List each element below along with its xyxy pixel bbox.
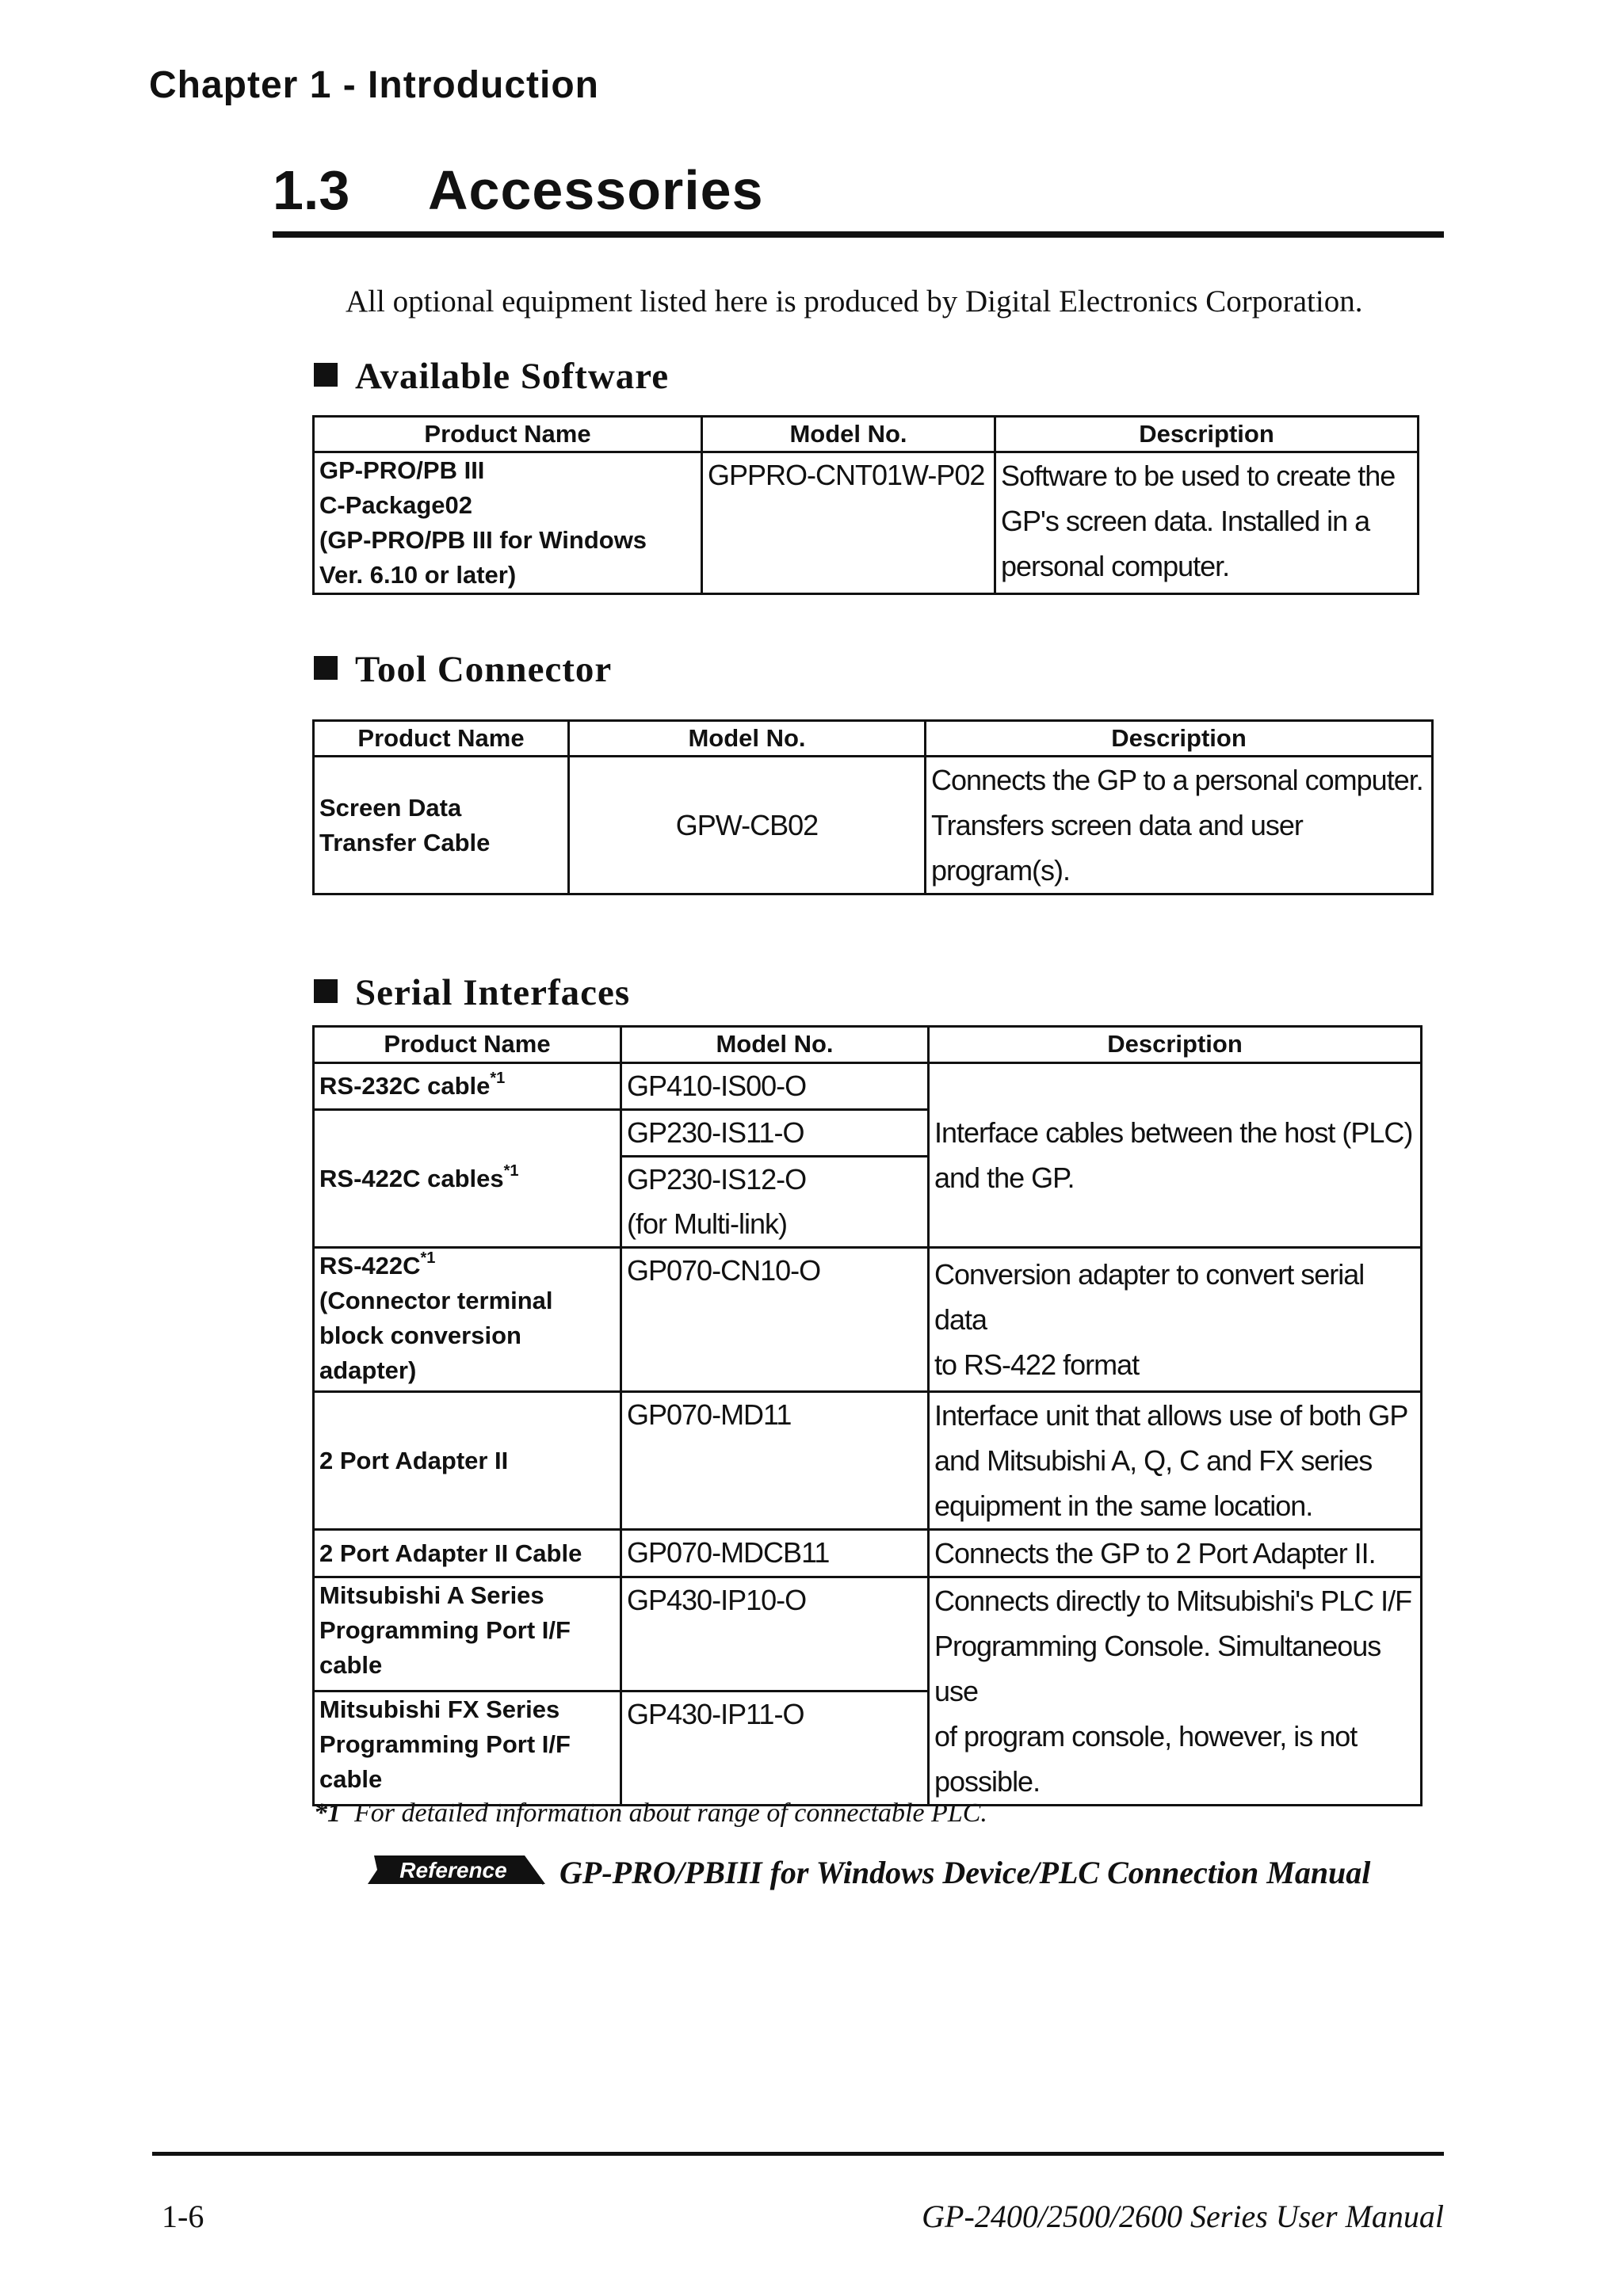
section-title: Accessories [428,159,764,221]
square-bullet-icon [314,363,338,387]
table-row [314,757,1433,894]
table-row [314,1577,1422,1691]
serial-heading [314,971,630,1014]
model-no-cell: GP230-IS11-O [621,1110,929,1157]
model-no-cell: GP070-MDCB11 [621,1530,929,1577]
product-name-cell: Mitsubishi A Series Programming Port I/F cable [314,1577,621,1691]
product-name-cell: RS-232C cable$^{*1}$ [314,1063,621,1110]
description-cell: Connects directly to Mitsubishi's PLC I/F Programming Console. Simultaneous use of program console, however, is not possible. [929,1577,1422,1806]
footnote [314,1798,987,1829]
description-cell: Conversion adapter to convert serial data to RS-422 format [929,1248,1422,1392]
model-no-cell: GP070-CN10-O [621,1248,929,1392]
tool-heading [314,648,612,691]
model-no-cell: GP070-MD11 [621,1392,929,1530]
square-bullet-icon [314,979,338,1003]
software-heading-text: Available Software [355,356,670,397]
product-name-cell: RS-422C cables$^{*1}$ [314,1110,621,1248]
intro-text: All optional equipment listed here is produced by Digital Electronics Corporation. [346,284,1363,318]
product-name-cell: $RS-422C^{*1}$ (Connector terminal block conversion adapter) [314,1248,621,1392]
table-row [314,1248,1422,1392]
product-name-cell: Mitsubishi FX Series Programming Port I/F cable [314,1691,621,1806]
software-table [312,415,1419,595]
model-no-cell: GPPRO-CNT01W-P02 [702,452,995,594]
description-cell: Connects the GP to a personal computer. Transfers screen data and user program(s). [926,757,1433,894]
tool-heading-text: Tool Connector [355,649,613,690]
tool-table [312,719,1434,895]
page-number: 1-6 [162,2199,204,2234]
section-number: 1.3 [273,159,350,221]
description-cell: Software to be used to create the GP's screen data. Installed in a personal computer. [995,452,1419,594]
footnote-text: For detailed information about range of connectable PLC. [354,1798,987,1828]
description-cell: Interface cables between the host (PLC) and the GP. [929,1063,1422,1248]
table-row [314,452,1419,594]
model-no-cell: GP430-IP11-O [621,1691,929,1806]
product-name-cell: 2 Port Adapter II Cable [314,1530,621,1577]
model-no-cell: GP430-IP10-O [621,1577,929,1691]
software-heading [314,355,669,398]
footer-rule [152,2152,1444,2156]
reference-badge-label: Reference [399,1858,507,1882]
product-name-cell: Screen Data Transfer Cable [314,757,569,894]
model-no-cell: GPW-CB02 [569,757,926,894]
col-description: Description [995,417,1419,452]
serial-heading-text: Serial Interfaces [355,972,631,1013]
product-name-cell: GP-PRO/PB III C-Package02 (GP-PRO/PB III for Windows Ver. 6.10 or later) [314,452,702,594]
footnote-mark: *1 [314,1798,341,1828]
square-bullet-icon [314,656,338,680]
col-description: Description [929,1027,1422,1063]
col-model-no: Model No. [702,417,995,452]
col-product-name: Product Name [314,1027,621,1063]
table-row [314,1392,1422,1530]
product-name-cell: 2 Port Adapter II [314,1392,621,1530]
col-model-no: Model No. [621,1027,929,1063]
reference-text: GP-PRO/PBIII for Windows Device/PLC Connection Manual [559,1855,1371,1890]
table-row [314,1063,1422,1110]
chapter-header: Chapter 1 - Introduction [149,64,599,106]
section-rule [273,231,1444,238]
col-model-no: Model No. [569,721,926,757]
serial-table [312,1025,1423,1806]
col-description: Description [926,721,1433,757]
reference-icon [366,1852,548,1887]
table-row [314,1530,1422,1577]
description-cell: Interface unit that allows use of both GP and Mitsubishi A, Q, C and FX series equipment in the same location. [929,1392,1422,1530]
manual-title: GP-2400/2500/2600 Series User Manual [922,2199,1444,2234]
model-no-cell: GP230-IS12-O (for Multi-link) [621,1157,929,1248]
col-product-name: Product Name [314,721,569,757]
description-cell: Connects the GP to 2 Port Adapter II. [929,1530,1422,1577]
col-product-name: Product Name [314,417,702,452]
model-no-cell: GP410-IS00-O [621,1063,929,1110]
